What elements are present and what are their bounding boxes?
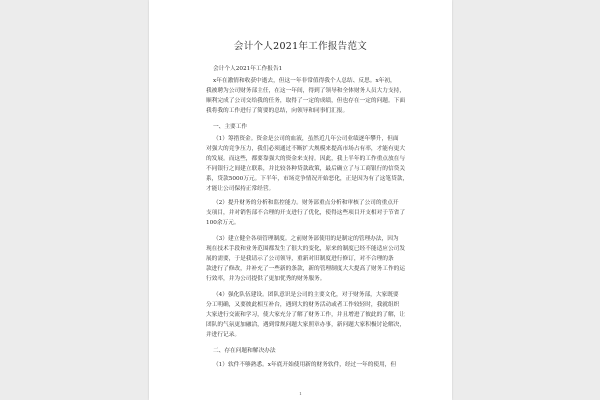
text-line: 行效率，并为公司提供了更加优秀的财务服务。 — [206, 276, 326, 282]
text-line: 才能让公司保持正常经营。 — [206, 186, 275, 192]
document-page — [149, 0, 452, 400]
text-line: 100余万元。 — [206, 220, 240, 226]
text-line: x年在激情和收获中逝去，但这一年非常值得我个人总结、反思。x年初， — [213, 78, 396, 84]
text-line: （1）软件不够熟悉。x年底开始使用新的财务软件，经过一年的使用，但 — [213, 362, 397, 368]
text-line: 我被聘为公司财务部主任，在这一年间，得到了领导和全体财务人员大力支持， — [206, 88, 406, 94]
text-line: （4）强化队伍建设。团队意识是公司的主要文化，对于财务部，大家既要 — [213, 292, 399, 298]
text-line: （2）提升财务的分析和监控能力。财务部重点分析和审核了公司的重点开 — [213, 200, 399, 206]
text-line: 系，贷款5000万元。下半年，市场竞争情况开始恶化，正是因为有了这笔贷款， — [206, 176, 409, 182]
text-line: 大家进行交流和学习，使大家充分了解了财务工作，并且增进了彼此的了解，让 — [206, 312, 406, 318]
text-line: 我将我的工作进行了简要的总结，向领导和同事们汇报。 — [206, 108, 349, 114]
text-line: 不同银行之间建立联系，并比较各种贷款政策，最后确立了与工商银行的信贷关 — [206, 166, 406, 172]
section-heading: 一、主要工作 — [213, 124, 248, 130]
section-heading: 会计个人2021年工作报告1 — [213, 66, 283, 72]
section-heading: 二、存在问题和解决办法 — [213, 348, 276, 354]
text-line: 对强大的竞争压力，我们必须通过不断扩大规模来提高市场占有率，才能有更大 — [206, 146, 406, 152]
text-line: 顺利完成了公司交给我的任务，取得了一定的成绩，但也存在一定的问题。下面 — [206, 98, 406, 104]
text-line: （1）筹措资金。资金是公司的血液，虽然近几年公司业绩逐年攀升，但面 — [213, 136, 399, 142]
text-line: 款进行了修改，并补充了一些新的条款，新的管理制度大大提高了财务工作的运 — [206, 266, 406, 272]
text-line: 并进行记录。 — [206, 332, 241, 338]
page-number: 1 — [299, 391, 302, 396]
text-line: 支项目，并对销售部不合理的开支进行了优化，使得这些项目开支相对于节省了 — [206, 210, 406, 216]
text-line: 的发展。而这些，都要靠强大的资金来支持。因此，我上半年的工作重点放在与 — [206, 156, 406, 162]
text-line: 展的需要，于是我请示了公司领导，重新对旧制度进行修订，对不合理的条 — [206, 256, 394, 262]
text-line: 分工明确，又要彼此相互补台，遇到大的财务活动或者工作较轻时，我就组织 — [206, 302, 400, 308]
text-line: （3）建立健全各项管理制度。之前财务部使用的是制定的管理办法，因为 — [213, 236, 399, 242]
text-line: 现在技术手段和业务范围都发生了很大的变化，原来的制度已经不能适应公司发 — [206, 246, 406, 252]
text-line: 团队的气氛更加融洽，遇到常规问题大家照章办事，新问题大家积极讨论解决， — [206, 322, 406, 328]
document-title: 会计个人2021年工作报告范文 — [233, 41, 368, 52]
